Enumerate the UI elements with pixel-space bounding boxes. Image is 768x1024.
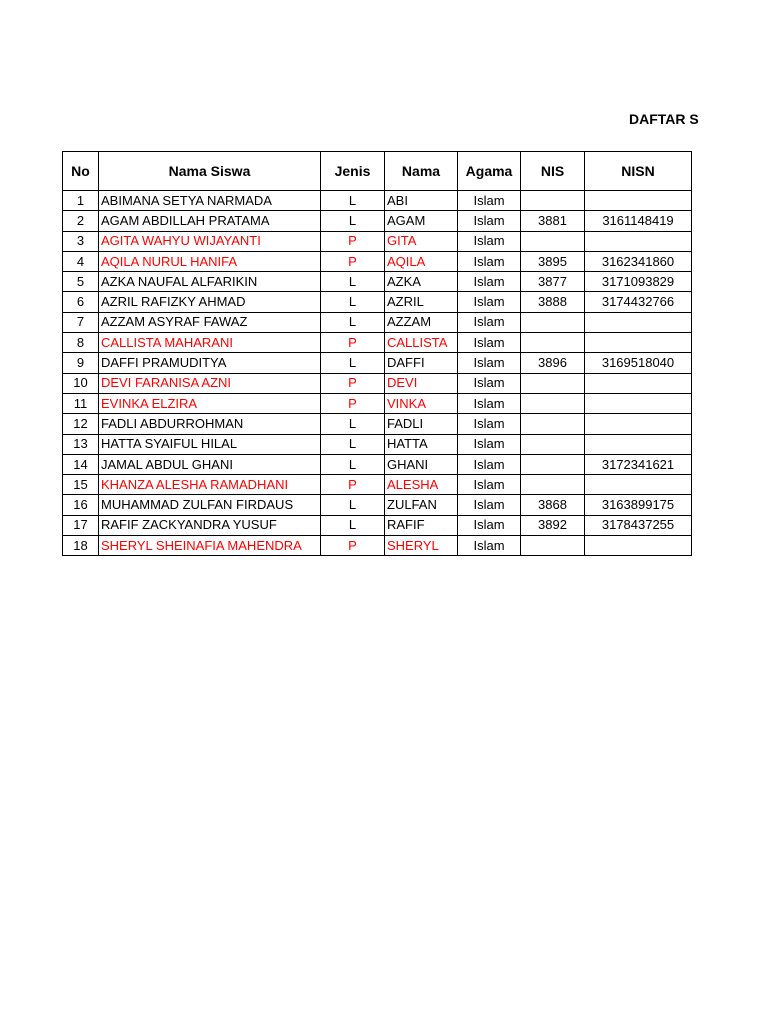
cell-student-name: AZKA NAUFAL ALFARIKIN xyxy=(99,272,321,292)
cell-gender: L xyxy=(321,414,385,434)
cell-gender: L xyxy=(321,495,385,515)
cell-religion: Islam xyxy=(458,393,521,413)
cell-nisn: 3174432766 xyxy=(585,292,692,312)
cell-gender: P xyxy=(321,475,385,495)
cell-student-name: RAFIF ZACKYANDRA YUSUF xyxy=(99,515,321,535)
cell-nickname: ALESHA xyxy=(385,475,458,495)
cell-gender: L xyxy=(321,515,385,535)
cell-nisn xyxy=(585,475,692,495)
header-row xyxy=(63,152,692,191)
cell-nisn: 3178437255 xyxy=(585,515,692,535)
cell-student-name: AZRIL RAFIZKY AHMAD xyxy=(99,292,321,312)
table-row xyxy=(63,515,692,535)
cell-student-name: KHANZA ALESHA RAMADHANI xyxy=(99,475,321,495)
cell-student-name: AZZAM ASYRAF FAWAZ xyxy=(99,312,321,332)
cell-no: 13 xyxy=(63,434,99,454)
cell-religion: Islam xyxy=(458,414,521,434)
cell-religion: Islam xyxy=(458,454,521,474)
table-body xyxy=(63,191,692,556)
cell-nisn xyxy=(585,393,692,413)
cell-no: 1 xyxy=(63,191,99,211)
cell-nisn: 3161148419 xyxy=(585,211,692,231)
cell-nickname: VINKA xyxy=(385,393,458,413)
cell-nickname: DEVI xyxy=(385,373,458,393)
cell-gender: L xyxy=(321,434,385,454)
cell-nis: 3888 xyxy=(521,292,585,312)
cell-gender: L xyxy=(321,211,385,231)
table-row xyxy=(63,373,692,393)
cell-no: 5 xyxy=(63,272,99,292)
cell-gender: L xyxy=(321,272,385,292)
cell-no: 2 xyxy=(63,211,99,231)
cell-nisn xyxy=(585,373,692,393)
table-row xyxy=(63,191,692,211)
cell-nisn xyxy=(585,191,692,211)
table-row xyxy=(63,475,692,495)
cell-nickname: AZKA xyxy=(385,272,458,292)
table-row xyxy=(63,312,692,332)
cell-student-name: AQILA NURUL HANIFA xyxy=(99,251,321,271)
cell-nickname: HATTA xyxy=(385,434,458,454)
column-header-nisn: NISN xyxy=(585,152,692,191)
column-header-nickname: Nama xyxy=(385,152,458,191)
table-row xyxy=(63,292,692,312)
table-row xyxy=(63,536,692,556)
cell-nickname: AZZAM xyxy=(385,312,458,332)
cell-religion: Islam xyxy=(458,475,521,495)
cell-nis: 3881 xyxy=(521,211,585,231)
cell-nis: 3892 xyxy=(521,515,585,535)
cell-nis xyxy=(521,414,585,434)
cell-gender: P xyxy=(321,373,385,393)
cell-gender: L xyxy=(321,454,385,474)
table-row xyxy=(63,393,692,413)
cell-nisn xyxy=(585,434,692,454)
cell-student-name: JAMAL ABDUL GHANI xyxy=(99,454,321,474)
cell-nickname: DAFFI xyxy=(385,353,458,373)
table-row xyxy=(63,454,692,474)
cell-gender: L xyxy=(321,292,385,312)
cell-religion: Islam xyxy=(458,495,521,515)
cell-religion: Islam xyxy=(458,536,521,556)
table-row xyxy=(63,353,692,373)
cell-nisn: 3169518040 xyxy=(585,353,692,373)
cell-no: 6 xyxy=(63,292,99,312)
column-header-religion: Agama xyxy=(458,152,521,191)
cell-nis xyxy=(521,191,585,211)
cell-nickname: ZULFAN xyxy=(385,495,458,515)
cell-religion: Islam xyxy=(458,515,521,535)
cell-nisn xyxy=(585,536,692,556)
table-row xyxy=(63,251,692,271)
table-row xyxy=(63,495,692,515)
cell-nickname: GHANI xyxy=(385,454,458,474)
cell-no: 12 xyxy=(63,414,99,434)
cell-student-name: AGITA WAHYU WIJAYANTI xyxy=(99,231,321,251)
cell-nis xyxy=(521,434,585,454)
cell-gender: P xyxy=(321,231,385,251)
cell-nisn xyxy=(585,333,692,353)
cell-nis xyxy=(521,475,585,495)
cell-no: 18 xyxy=(63,536,99,556)
cell-religion: Islam xyxy=(458,231,521,251)
cell-nickname: AGAM xyxy=(385,211,458,231)
cell-nisn: 3163899175 xyxy=(585,495,692,515)
cell-student-name: DEVI FARANISA AZNI xyxy=(99,373,321,393)
cell-student-name: CALLISTA MAHARANI xyxy=(99,333,321,353)
cell-no: 8 xyxy=(63,333,99,353)
cell-religion: Islam xyxy=(458,211,521,231)
cell-no: 7 xyxy=(63,312,99,332)
cell-no: 11 xyxy=(63,393,99,413)
cell-student-name: SHERYL SHEINAFIA MAHENDRA xyxy=(99,536,321,556)
cell-no: 15 xyxy=(63,475,99,495)
cell-religion: Islam xyxy=(458,312,521,332)
cell-student-name: MUHAMMAD ZULFAN FIRDAUS xyxy=(99,495,321,515)
cell-nis xyxy=(521,536,585,556)
cell-no: 16 xyxy=(63,495,99,515)
cell-student-name: HATTA SYAIFUL HILAL xyxy=(99,434,321,454)
cell-nis xyxy=(521,454,585,474)
cell-gender: L xyxy=(321,312,385,332)
cell-nis: 3896 xyxy=(521,353,585,373)
cell-religion: Islam xyxy=(458,191,521,211)
cell-nickname: ABI xyxy=(385,191,458,211)
cell-student-name: EVINKA ELZIRA xyxy=(99,393,321,413)
cell-religion: Islam xyxy=(458,292,521,312)
cell-nickname: CALLISTA xyxy=(385,333,458,353)
cell-gender: P xyxy=(321,393,385,413)
column-header-name: Nama Siswa xyxy=(99,152,321,191)
cell-nis xyxy=(521,393,585,413)
table-row xyxy=(63,414,692,434)
cell-nis xyxy=(521,312,585,332)
table-row xyxy=(63,333,692,353)
cell-no: 3 xyxy=(63,231,99,251)
cell-nisn: 3162341860 xyxy=(585,251,692,271)
cell-no: 17 xyxy=(63,515,99,535)
cell-nickname: GITA xyxy=(385,231,458,251)
cell-nis: 3877 xyxy=(521,272,585,292)
cell-nickname: AZRIL xyxy=(385,292,458,312)
cell-religion: Islam xyxy=(458,272,521,292)
cell-nickname: AQILA xyxy=(385,251,458,271)
cell-nickname: SHERYL xyxy=(385,536,458,556)
cell-nisn xyxy=(585,231,692,251)
cell-nickname: FADLI xyxy=(385,414,458,434)
table-row xyxy=(63,231,692,251)
cell-student-name: DAFFI PRAMUDITYA xyxy=(99,353,321,373)
cell-religion: Islam xyxy=(458,373,521,393)
cell-student-name: AGAM ABDILLAH PRATAMA xyxy=(99,211,321,231)
table-row xyxy=(63,211,692,231)
cell-nis: 3895 xyxy=(521,251,585,271)
cell-nis xyxy=(521,333,585,353)
table-header xyxy=(63,152,692,191)
table-row xyxy=(63,434,692,454)
cell-nickname: RAFIF xyxy=(385,515,458,535)
cell-gender: L xyxy=(321,353,385,373)
student-table xyxy=(62,151,692,556)
cell-religion: Islam xyxy=(458,353,521,373)
cell-gender: P xyxy=(321,333,385,353)
cell-religion: Islam xyxy=(458,434,521,454)
cell-no: 9 xyxy=(63,353,99,373)
cell-nis xyxy=(521,373,585,393)
cell-student-name: FADLI ABDURROHMAN xyxy=(99,414,321,434)
cell-nis: 3868 xyxy=(521,495,585,515)
cell-gender: P xyxy=(321,251,385,271)
cell-no: 10 xyxy=(63,373,99,393)
cell-nisn: 3171093829 xyxy=(585,272,692,292)
cell-gender: P xyxy=(321,536,385,556)
cell-religion: Islam xyxy=(458,251,521,271)
cell-nisn xyxy=(585,414,692,434)
column-header-no: No xyxy=(63,152,99,191)
page-title: DAFTAR S xyxy=(629,111,699,127)
table-row xyxy=(63,272,692,292)
cell-no: 14 xyxy=(63,454,99,474)
cell-gender: L xyxy=(321,191,385,211)
cell-nis xyxy=(521,231,585,251)
cell-religion: Islam xyxy=(458,333,521,353)
cell-nisn: 3172341621 xyxy=(585,454,692,474)
cell-student-name: ABIMANA SETYA NARMADA xyxy=(99,191,321,211)
column-header-gender: Jenis xyxy=(321,152,385,191)
cell-nisn xyxy=(585,312,692,332)
column-header-nis: NIS xyxy=(521,152,585,191)
cell-no: 4 xyxy=(63,251,99,271)
